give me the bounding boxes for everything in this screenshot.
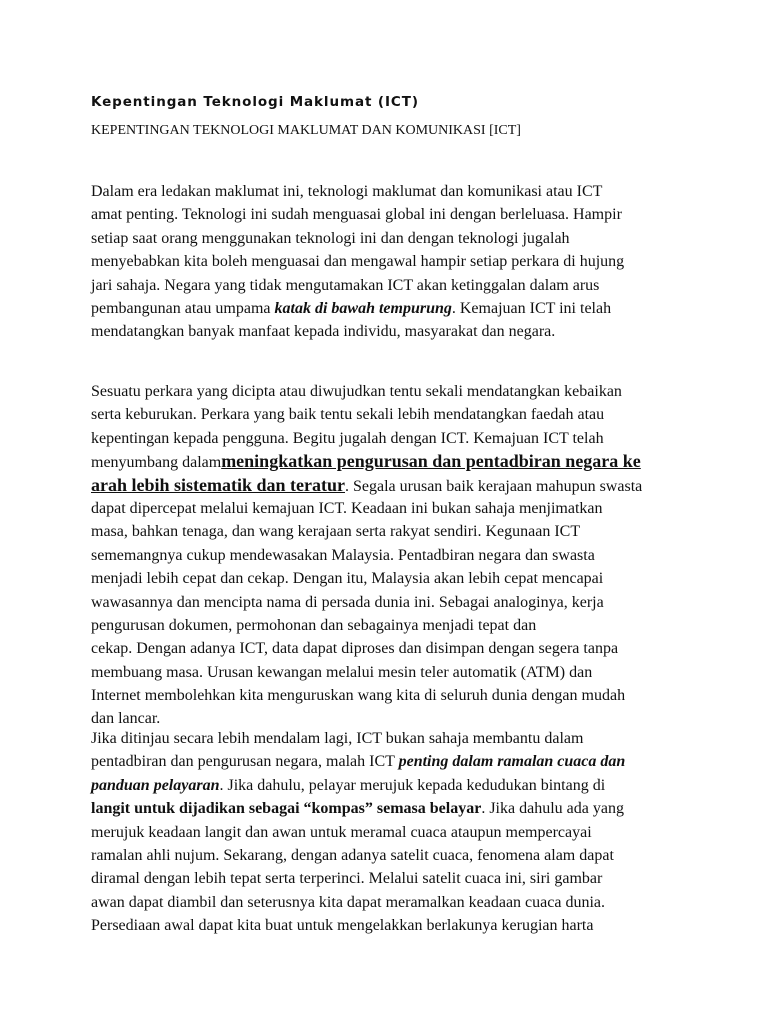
paragraph-3 (91, 727, 691, 938)
line-text: . Segala urusan baik kerajaan mahupun swasta (345, 477, 643, 495)
paragraph-line: mendatangkan banyak manfaat kepada individu, masyarakat dan negara. (91, 323, 556, 341)
paragraph-line (91, 750, 691, 773)
emphasis-text: langit untuk dijadikan sebagai “kompas” semasa belayar (91, 800, 482, 818)
paragraph-line: Sesuatu perkara yang dicipta atau diwujudkan tentu sekali mendatangkan kebaikan (91, 383, 622, 400)
paragraph-line: Dalam era ledakan maklumat ini, teknologi maklumat dan komunikasi atau ICT (91, 183, 603, 200)
paragraph-line (91, 474, 691, 497)
line-text: . Jika dahulu, pelayar merujuk kepada kedudukan bintang di (219, 776, 606, 794)
paragraph-1 (91, 180, 691, 344)
emphasis-text: katak di bawah tempurung (274, 299, 452, 317)
paragraph-line: merujuk keadaan langit dan awan untuk meramal cuaca ataupun mempercayai (91, 823, 592, 841)
document-subheading: KEPENTINGAN TEKNOLOGI MAKLUMAT DAN KOMUNIKASI [ICT] (91, 123, 521, 138)
paragraph-line: Persediaan awal dapat kita buat untuk mengelakkan berlakunya kerugian harta (91, 917, 594, 935)
emphasis-text: meningkatkan pengurusan dan pentadbiran negara ke (221, 451, 641, 472)
paragraph-line: masa, bahkan tenaga, dan wang kerajaan serta rakyat sendiri. Kegunaan ICT (91, 523, 581, 541)
line-text: menyumbang dalam (91, 454, 222, 472)
paragraph-line: menyebabkan kita boleh menguasai dan mengawal hampir setiap perkara di hujung (91, 253, 625, 271)
emphasis-text: penting dalam ramalan cuaca dan (398, 753, 626, 771)
paragraph-line: kepentingan kepada pengguna. Begitu jugalah dengan ICT. Kemajuan ICT telah (91, 429, 604, 447)
paragraph-line: awan dapat diambil dan seterusnya kita dapat meramalkan keadaan cuaca dunia. (91, 893, 605, 911)
paragraph-line (91, 797, 691, 820)
paragraph-2 (91, 380, 691, 731)
paragraph-line: dan lancar. (91, 710, 161, 728)
paragraph-line: Jika ditinjau secara lebih mendalam lagi, ICT bukan sahaja membantu dalam (91, 730, 584, 747)
paragraph-line: Internet membolehkan kita menguruskan wang kita di seluruh dunia dengan mudah (91, 687, 626, 705)
line-text: . Kemajuan ICT ini telah (451, 299, 612, 317)
paragraph-line: jari sahaja. Negara yang tidak mengutamakan ICT akan ketinggalan dalam arus (91, 276, 600, 294)
emphasis-text: panduan pelayaran (91, 776, 220, 794)
paragraph-line (91, 450, 691, 473)
paragraph-line: ramalan ahli nujum. Sekarang, dengan adanya satelit cuaca, fenomena alam dapat (91, 846, 614, 864)
paragraph-line: amat penting. Teknologi ini sudah menguasai global ini dengan berleluasa. Hampir (91, 206, 622, 224)
paragraph-line (91, 774, 691, 797)
paragraph-line: dapat dipercepat melalui kemajuan ICT. Keadaan ini bukan sahaja menjimatkan (91, 499, 603, 517)
paragraph-line: wawasannya dan mencipta nama di persada dunia ini. Sebagai analoginya, kerja (91, 593, 604, 611)
emphasis-text: arah lebih sistematik dan teratur (91, 474, 345, 495)
line-text: pembangunan atau umpama (91, 299, 275, 317)
paragraph-line: sememangnya cukup mendewasakan Malaysia. Pentadbiran negara dan swasta (91, 546, 595, 564)
paragraph-line: membuang masa. Urusan kewangan melalui mesin teler automatik (ATM) dan (91, 663, 593, 681)
paragraph-line (91, 297, 691, 320)
document-heading: Kepentingan Teknologi Maklumat (ICT) (91, 94, 419, 110)
line-text: . Jika dahulu ada yang (481, 800, 624, 818)
paragraph-line: pengurusan dokumen, permohonan dan sebagainya menjadi tepat dan (91, 616, 537, 634)
paragraph-line: menjadi lebih cepat dan cekap. Dengan itu, Malaysia akan lebih cepat mencapai (91, 570, 604, 588)
paragraph-line: diramal dengan lebih tepat serta terperinci. Melalui satelit cuaca ini, siri gambar (91, 870, 603, 888)
paragraph-line: serta keburukan. Perkara yang baik tentu sekali lebih mendatangkan faedah atau (91, 406, 605, 424)
line-text: pentadbiran dan pengurusan negara, malah ICT (91, 753, 399, 771)
paragraph-line: cekap. Dengan adanya ICT, data dapat diproses dan disimpan dengan segera tanpa (91, 640, 619, 658)
paragraph-line: setiap saat orang menggunakan teknologi ini dan dengan teknologi jugalah (91, 229, 570, 247)
